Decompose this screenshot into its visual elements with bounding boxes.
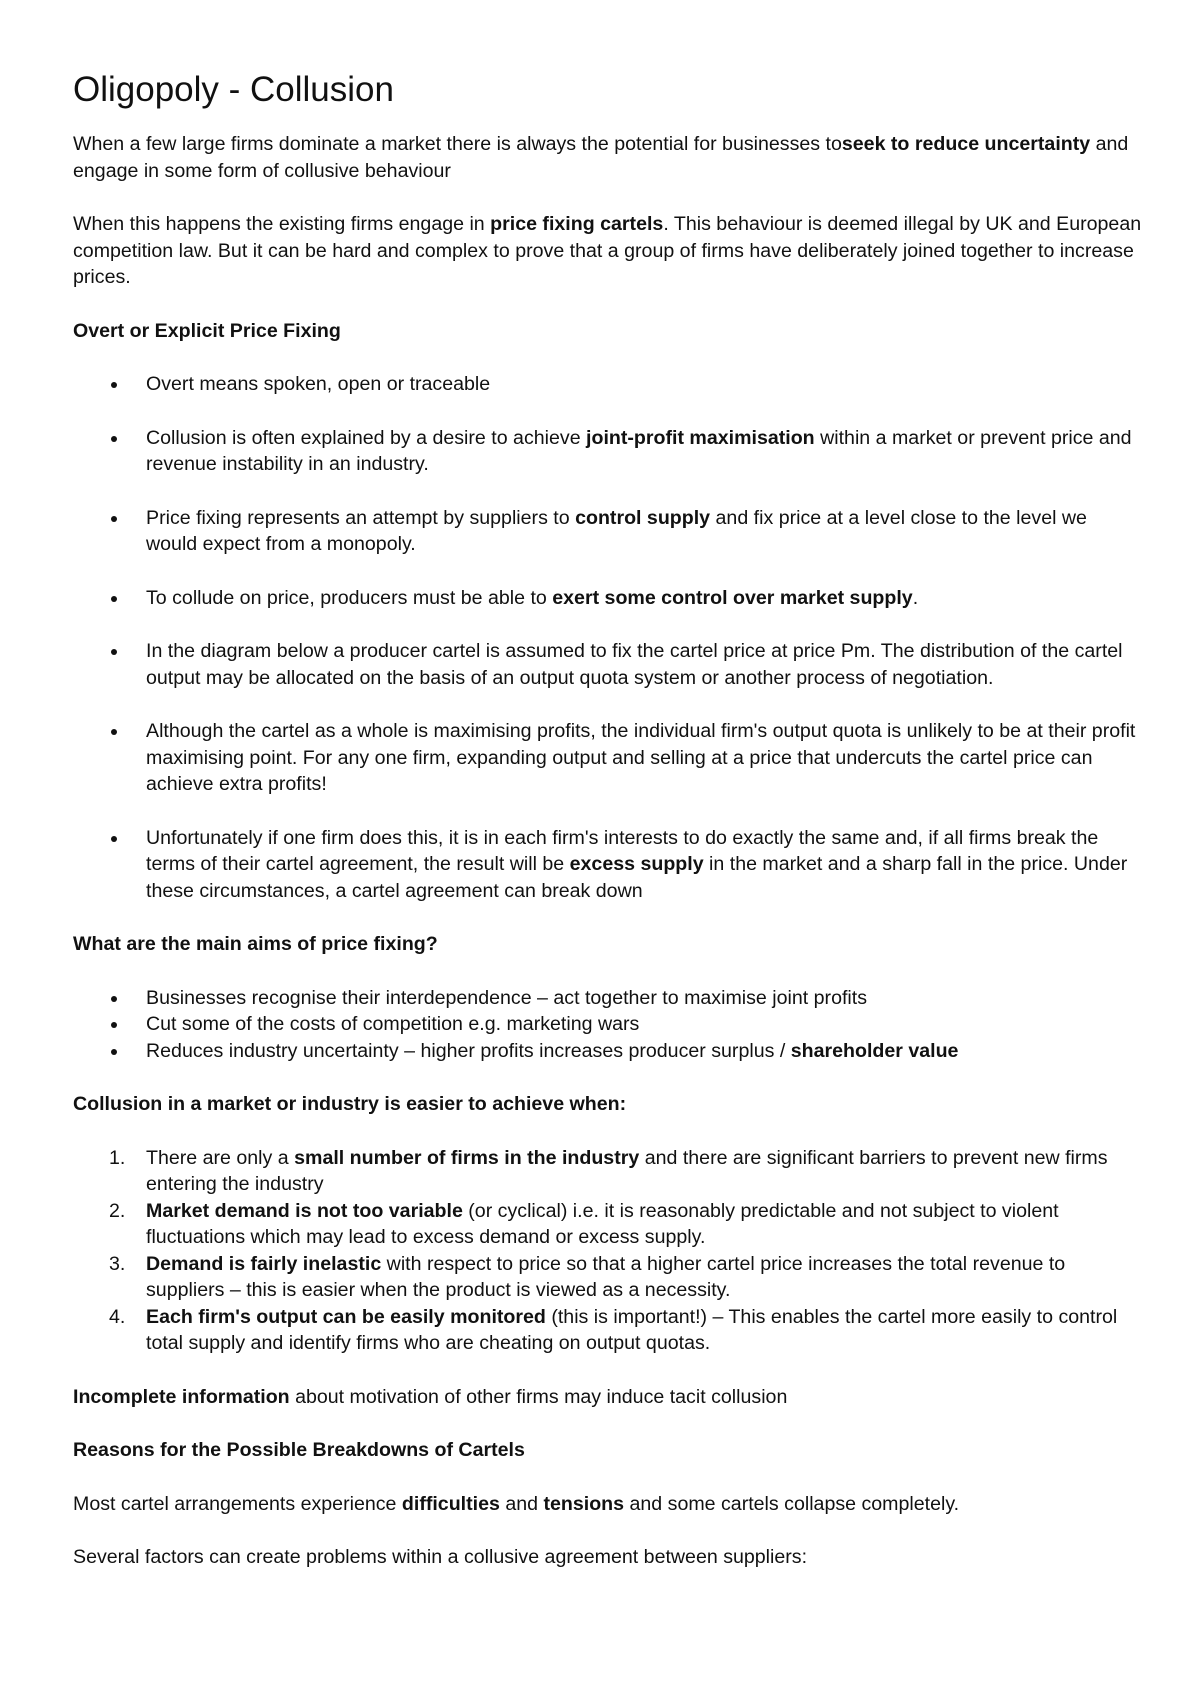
para2-text-2: . This behaviour is deemed illegal by UK and European competition law. But it can be hard and complex to prove that a group of firms have deliberately joined together to increase prices. <box>73 213 1142 288</box>
heading-cartel-breakdowns: Reasons for the Possible Breakdowns of Cartels <box>73 1439 525 1461</box>
bullet-icon <box>111 649 117 655</box>
several-factors-paragraph: Several factors can create problems within a collusive agreement between suppliers: <box>73 1546 808 1568</box>
list-item-text: Price fixing represents an attempt by suppliers to <box>146 506 576 529</box>
list-item <box>73 718 1143 798</box>
page-title: Oligopoly - Collusion <box>73 70 394 109</box>
list-item-bold: control supply <box>575 506 711 529</box>
numbered-item <box>73 1251 1143 1304</box>
item-number: 4. <box>109 1305 126 1328</box>
list-item-text: Cut some of the costs of competition e.g. marketing wars <box>146 1013 640 1035</box>
bullet-icon <box>111 729 117 735</box>
intro-paragraph <box>73 131 1143 184</box>
list-item-text: Businesses recognise their interdependence – act together to maximise joint profits <box>146 986 868 1009</box>
item-number: 2. <box>109 1199 126 1222</box>
list-item-text: within a market or prevent price and revenue instability in an industry. <box>146 426 1132 475</box>
list-item-bold: shareholder value <box>790 1039 959 1062</box>
para2-bold: price fixing cartels <box>490 213 664 235</box>
list-item <box>73 825 1143 905</box>
most-text-2: and <box>499 1492 544 1515</box>
list-item-bold: Each firm's output can be easily monitored <box>146 1305 546 1328</box>
easier-numbered-list <box>73 1145 1143 1357</box>
numbered-item <box>73 1198 1143 1251</box>
list-item-text: Unfortunately if one firm does this, it is in each firm's interests to do exactly the same and, if all firms break the terms of their cartel agreement, the result will be <box>146 826 1099 875</box>
list-item-bold: excess supply <box>569 853 704 875</box>
numbered-item <box>73 1304 1143 1357</box>
heading-collusion-easier: Collusion in a market or industry is easier to achieve when: <box>73 1093 627 1115</box>
price-fixing-paragraph <box>73 211 1143 291</box>
list-item-text: To collude on price, producers must be able to <box>146 586 553 609</box>
item-number: 1. <box>109 1146 126 1169</box>
heading-overt-price-fixing: Overt or Explicit Price Fixing <box>73 319 341 342</box>
list-item <box>73 1038 1143 1065</box>
list-item-bold: Demand is fairly inelastic <box>146 1252 382 1275</box>
list-item-bold: small number of firms in the industry <box>294 1146 640 1169</box>
bullet-icon <box>111 1022 117 1028</box>
list-item-bold: exert some control over market supply <box>552 586 913 609</box>
bullet-icon <box>111 382 117 388</box>
intro-bold: seek to reduce uncertainty <box>841 133 1091 155</box>
bullet-icon <box>111 836 117 842</box>
list-item-text: in the market and a sharp fall in the price. Under these circumstances, a cartel agreement can break down <box>146 853 1128 902</box>
bullet-icon <box>111 596 117 602</box>
list-item-text: . <box>912 586 919 609</box>
most-cartels-paragraph <box>73 1491 1143 1518</box>
list-item <box>73 638 1143 691</box>
numbered-item <box>73 1145 1143 1198</box>
list-item-text: Collusion is often explained by a desire to achieve <box>146 426 587 449</box>
list-item-text: Overt means spoken, open or traceable <box>146 373 491 395</box>
aims-bullet-list <box>73 985 1143 1065</box>
incomplete-bold: Incomplete information <box>73 1385 290 1408</box>
list-item-text: and there are significant barriers to prevent new firms entering the industry <box>146 1146 1108 1195</box>
document-page <box>73 70 1143 1598</box>
incomplete-text: about motivation of other firms may induce tacit collusion <box>289 1385 788 1408</box>
bullet-icon <box>111 516 117 522</box>
bullet-icon <box>111 996 117 1002</box>
incomplete-information-paragraph <box>73 1384 1143 1411</box>
list-item-text: There are only a <box>146 1146 295 1169</box>
list-item-text: Although the cartel as a whole is maximising profits, the individual firm's output quota is unlikely to be at their profit maximising point. For any one firm, expanding output and selling at a price that undercuts the cartel price can achieve extra profits! <box>146 720 1136 795</box>
list-item-text: In the diagram below a producer cartel is assumed to fix the cartel price at price Pm. The distribution of the cartel output may be allocated on the basis of an output quota system or another process of negotiation. <box>146 640 1123 689</box>
intro-text-2: and engage in some form of collusive behaviour <box>73 133 1129 182</box>
list-item <box>73 505 1143 558</box>
list-item <box>73 371 1143 398</box>
most-text-1: Most cartel arrangements experience <box>73 1492 402 1515</box>
intro-text-1: When a few large firms dominate a market there is always the potential for businesses to <box>73 133 842 155</box>
list-item-text: with respect to price so that a higher cartel price increases the total revenue to suppliers – this is easier when the product is viewed as a necessity. <box>146 1252 1066 1301</box>
list-item <box>73 1011 1143 1038</box>
list-item <box>73 425 1143 478</box>
list-item-bold: Market demand is not too variable <box>146 1199 463 1222</box>
list-item-text: Reduces industry uncertainty – higher profits increases producer surplus / <box>146 1039 791 1062</box>
most-text-3: and some cartels collapse completely. <box>624 1492 960 1515</box>
item-number: 3. <box>109 1252 126 1275</box>
heading-main-aims: What are the main aims of price fixing? <box>73 933 438 955</box>
para2-text-1: When this happens the existing firms engage in <box>73 213 491 235</box>
list-item-text: (or cyclical) i.e. it is reasonably predictable and not subject to violent fluctuations which may lead to excess demand or excess supply. <box>146 1199 1059 1248</box>
most-bold-2: tensions <box>543 1492 625 1515</box>
list-item-bold: joint-profit maximisation <box>586 426 815 449</box>
list-item <box>73 985 1143 1012</box>
overt-bullet-list <box>73 371 1143 904</box>
most-bold-1: difficulties <box>401 1492 500 1515</box>
list-item <box>73 585 1143 612</box>
bullet-icon <box>111 1049 117 1055</box>
bullet-icon <box>111 436 117 442</box>
list-item-text: (this is important!) – This enables the cartel more easily to control total supply and identify firms who are cheating on output quotas. <box>146 1305 1118 1354</box>
list-item-text: and fix price at a level close to the level we would expect from a monopoly. <box>146 506 1087 555</box>
